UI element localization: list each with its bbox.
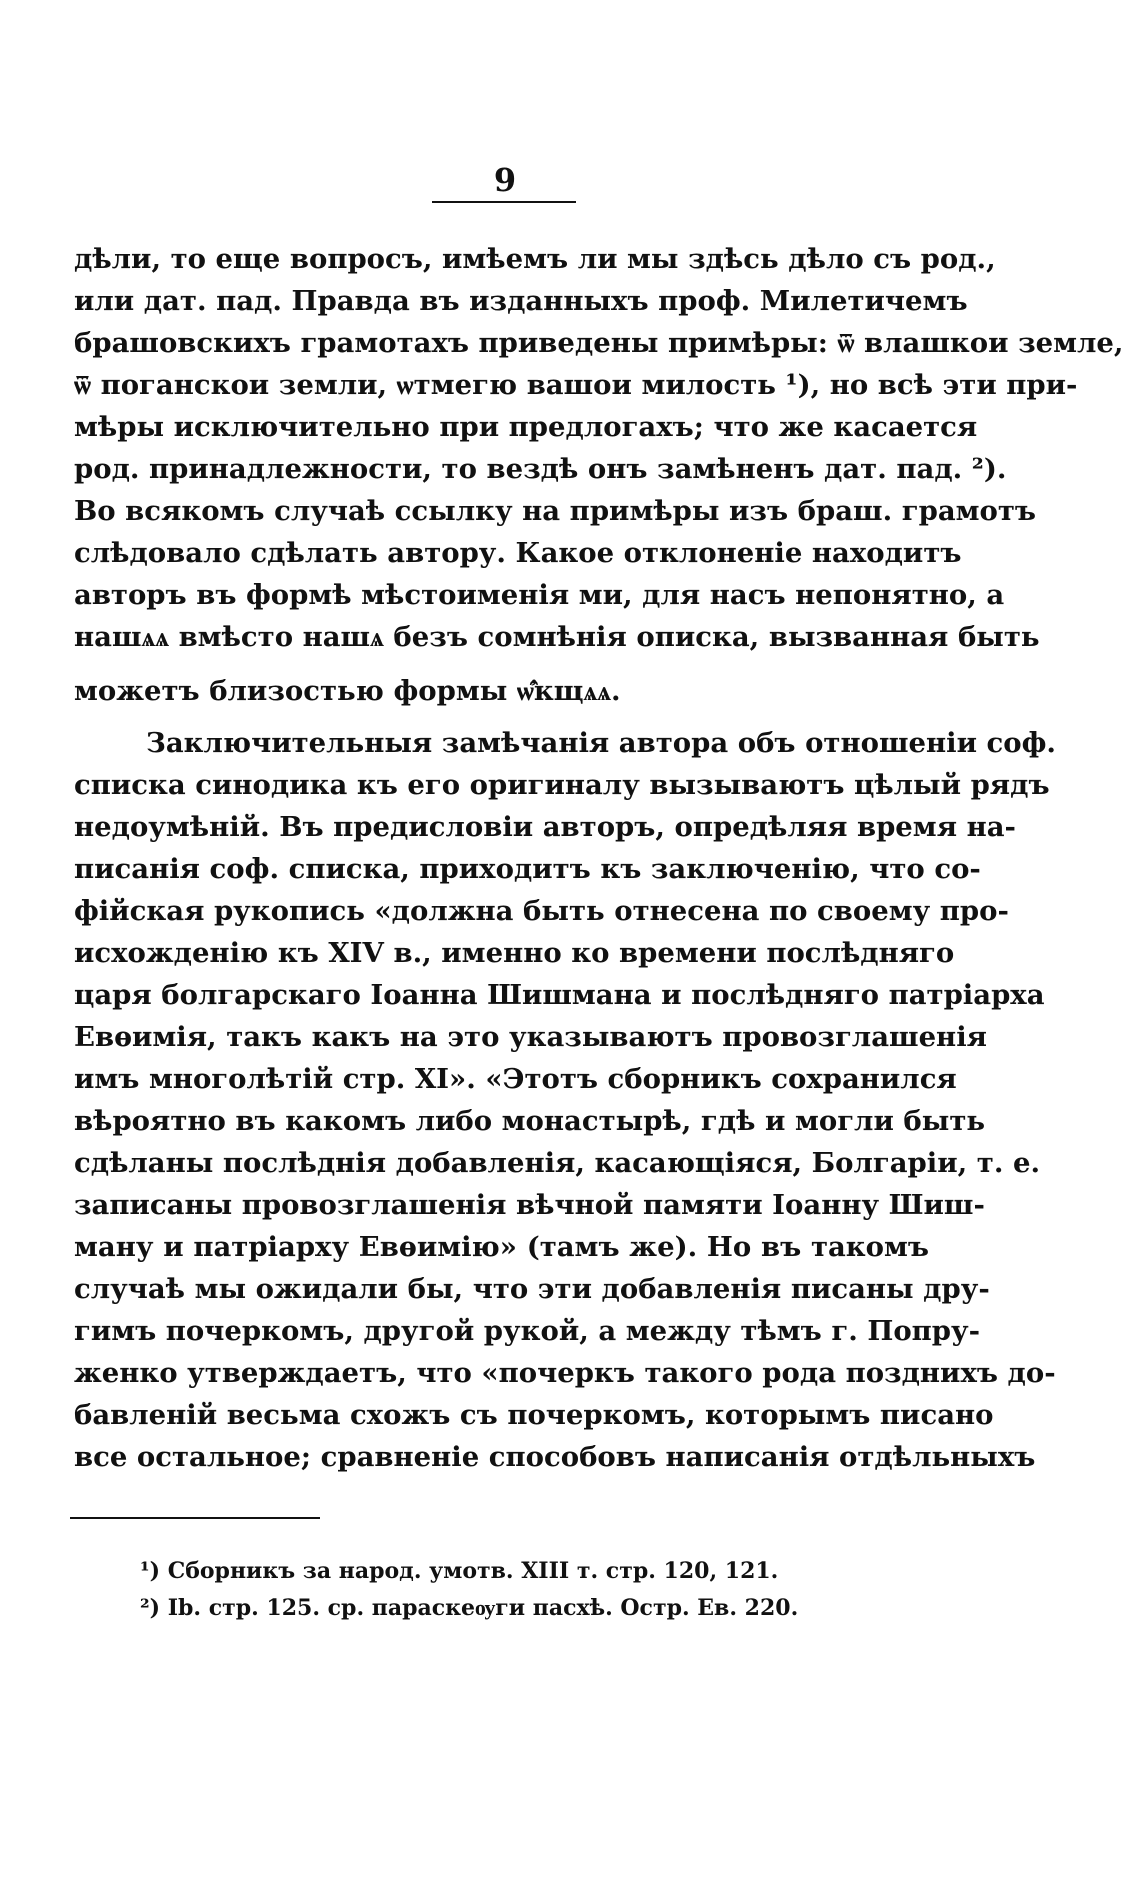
text-line: случаѣ мы ожидали бы, что эти добавленія писаны дру- — [74, 1273, 990, 1305]
text-line: ману и патріарху Евѳимію» (тамъ же). Но въ такомъ — [74, 1231, 929, 1263]
text-line: Заключительныя замѣчанія автора объ отношеніи соф. — [146, 727, 1056, 759]
page-number: 9 — [493, 161, 517, 199]
text-line: царя болгарскаго Іоанна Шишмана и послѣдняго патріарха — [74, 979, 1045, 1011]
text-line: имъ многолѣтій стр. XI». «Этотъ сборникъ сохранился — [74, 1063, 957, 1095]
text-line: род. принадлежности, то вездѣ онъ замѣненъ дат. пад. ²). — [74, 453, 1007, 485]
text-line: все остальное; сравненіе способовъ написанія отдѣльныхъ — [74, 1441, 1036, 1473]
text-line: гимъ почеркомъ, другой рукой, а между тѣмъ г. Попру- — [74, 1315, 981, 1347]
text-line: ѿ поганскои земли, ѡтмегю вашои милость ¹), но всѣ эти при- — [74, 369, 1078, 401]
text-line: Евѳимія, такъ какъ на это указываютъ провозглашенія — [74, 1021, 987, 1053]
text-line: недоумѣній. Въ предисловіи авторъ, опредѣляя время на- — [74, 811, 1016, 843]
text-line: вѣроятно въ какомъ либо монастырѣ, гдѣ и могли быть — [74, 1105, 986, 1137]
footnotes — [140, 1553, 880, 1627]
text-line: авторъ въ формѣ мѣстоименія ми, для насъ непонятно, а — [74, 579, 1005, 611]
text-line: бавленій весьма схожъ съ почеркомъ, которымъ писано — [74, 1399, 994, 1431]
text-line: мѣры исключительно при предлогахъ; что же касается — [74, 411, 978, 443]
text-line: дѣли, то еще вопросъ, имѣемъ ли мы здѣсь дѣло съ род., — [74, 243, 996, 275]
text-line: записаны провозглашенія вѣчной памяти Іоанну Шиш- — [74, 1189, 985, 1221]
text-line: Во всякомъ случаѣ ссылку на примѣры изъ браш. грамотъ — [74, 495, 1037, 527]
text-line: писанія соф. списка, приходитъ къ заключенію, что со- — [74, 853, 981, 885]
text-line: нашѧѧ вмѣсто нашѧ безъ сомнѣнія описка, вызванная быть — [74, 621, 1040, 653]
text-line: списка синодика къ его оригиналу вызываютъ цѣлый рядъ — [74, 769, 1050, 801]
page-number-rule — [432, 201, 576, 203]
body-text — [74, 238, 1124, 1478]
text-line: или дат. пад. Правда въ изданныхъ проф. Милетичемъ — [74, 285, 968, 317]
footnote: ¹) Сборникъ за народ. умотв. XIII т. стр. 120, 121. — [140, 1558, 779, 1584]
text-line: сдѣланы послѣднія добавленія, касающіяся, Болгаріи, т. е. — [74, 1147, 1041, 1179]
text-line: брашовскихъ грамотахъ приведены примѣры: ѿ влашкои земле, — [74, 327, 1124, 359]
text-line: фійская рукопись «должна быть отнесена по своему про- — [74, 895, 1009, 927]
footnote-rule — [70, 1517, 320, 1519]
text-line: женко утверждаетъ, что «почеркъ такого рода позднихъ до- — [74, 1357, 1056, 1389]
text-line: исхожденію къ XIV в., именно ко времени послѣдняго — [74, 937, 955, 969]
text-line: слѣдовало сдѣлать автору. Какое отклоненіе находитъ — [74, 537, 962, 569]
footnote: ²) Ib. стр. 125. ср. параскеѹги пасхѣ. Остр. Ев. 220. — [140, 1595, 799, 1621]
text-line: можетъ близостью формы ѡ̓̑кщѧѧ. — [74, 675, 621, 707]
